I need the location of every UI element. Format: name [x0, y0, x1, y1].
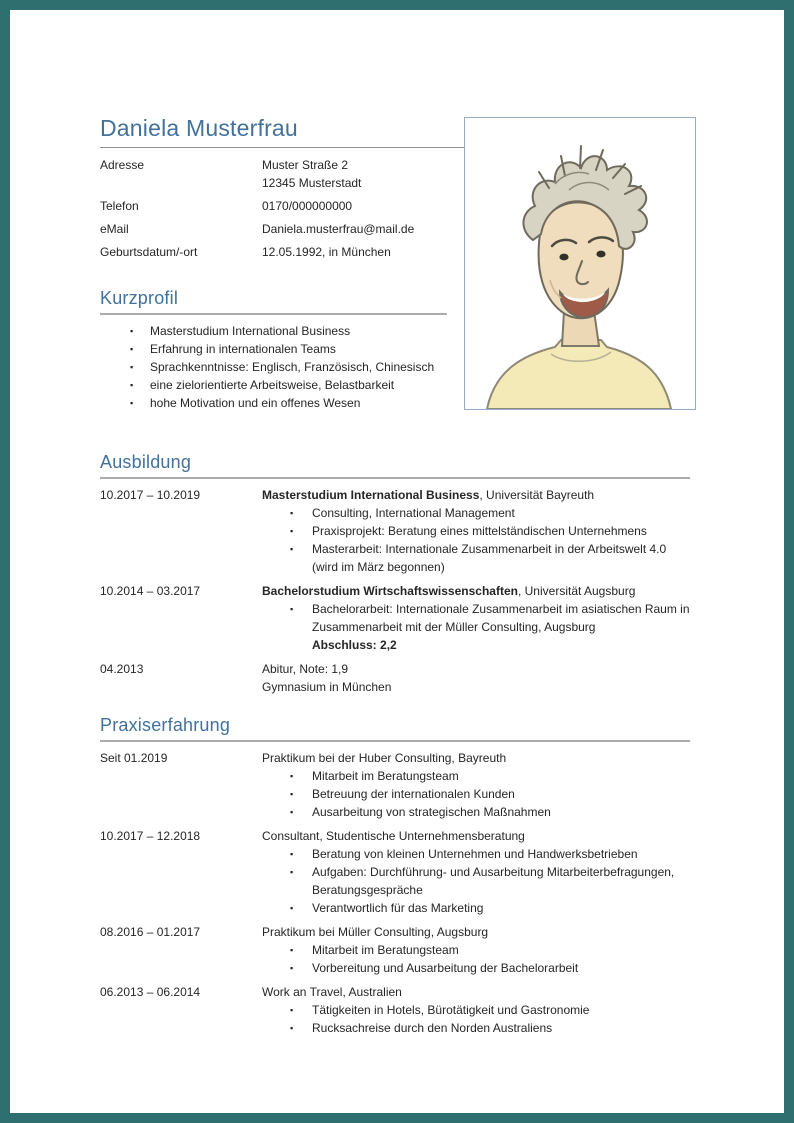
entry-title: Consultant, Studentische Unternehmensberatung	[262, 829, 525, 843]
entry-bullet: ▪ Tätigkeiten in Hotels, Bürotätigkeit und Gastronomie	[290, 1003, 590, 1017]
experience-entry	[100, 749, 690, 821]
email-value: Daniela.musterfrau@mail.de	[262, 222, 415, 236]
entry-bullet: ▪ Mitarbeit im Beratungsteam	[290, 769, 459, 783]
bullet-icon: ▪	[290, 604, 294, 614]
bullet-icon: ▪	[130, 344, 134, 354]
entry-bullet: ▪ Betreuung der internationalen Kunden	[290, 787, 515, 801]
entry-period: 04.2013	[100, 662, 144, 676]
bullet-icon: ▪	[130, 380, 134, 390]
section-heading-ausbildung: Ausbildung	[100, 452, 192, 472]
entry-bullet: ▪ Vorbereitung und Ausarbeitung der Bachelorarbeit	[290, 961, 579, 975]
entry-bullet: ▪ Praxisprojekt: Beratung eines mittelständischen Unternehmens	[290, 524, 647, 538]
entry-period: 10.2014 – 03.2017	[100, 584, 201, 598]
bullet-icon: ▪	[290, 544, 294, 554]
entry-bullets	[262, 941, 690, 977]
entry-period: 10.2017 – 12.2018	[100, 829, 201, 843]
portrait-sketch-image	[465, 118, 695, 409]
contact-label: eMail	[100, 222, 129, 236]
section-heading-kurzprofil: Kurzprofil	[100, 288, 179, 308]
entry-bullet: ▪ Verantwortlich für das Marketing	[290, 901, 484, 915]
entry-title: Praktikum bei Müller Consulting, Augsburg	[262, 925, 489, 939]
section-divider	[100, 313, 447, 315]
entry-details	[262, 983, 690, 1037]
bullet-icon: ▪	[290, 1023, 294, 1033]
entry-title: Praktikum bei der Huber Consulting, Bayreuth	[262, 751, 507, 765]
phone-value: 0170/000000000	[262, 199, 353, 213]
entry-bullets	[262, 845, 690, 917]
bullet-icon: ▪	[290, 526, 294, 536]
bullet-icon: ▪	[290, 945, 294, 955]
entry-bullet: ▪ Bachelorarbeit: Internationale Zusammenarbeit im asiatischen Raum in Zusammenarbeit mit der Müller Consulting, Augsburg	[290, 602, 690, 634]
profile-bullet: ▪ eine zielorientierte Arbeitsweise, Belastbarkeit	[130, 378, 395, 392]
profile-bullet: ▪ Sprachkenntnisse: Englisch, Französisch, Chinesisch	[130, 360, 435, 374]
cv-page	[10, 10, 784, 1113]
contact-label: Telefon	[100, 199, 139, 213]
entry-details	[262, 660, 690, 696]
entry-title: Work an Travel, Australien	[262, 985, 402, 999]
profile-bullet: ▪ Masterstudium International Business	[130, 324, 351, 338]
entry-period: 06.2013 – 06.2014	[100, 985, 201, 999]
contact-label: Geburtsdatum/-ort	[100, 245, 198, 259]
section-heading-praxiserfahrung: Praxiserfahrung	[100, 715, 231, 735]
entry-details	[262, 923, 690, 977]
entry-bullet: ▪ Mitarbeit im Beratungsteam	[290, 943, 459, 957]
entry-bullets	[262, 504, 690, 576]
entry-title: Abitur, Note: 1,9	[262, 662, 349, 676]
bullet-icon: ▪	[130, 398, 134, 408]
bullet-icon: ▪	[290, 903, 294, 913]
bullet-icon: ▪	[290, 849, 294, 859]
address-line-2: 12345 Musterstadt	[262, 176, 362, 190]
entry-title: Masterstudium International Business, Universität Bayreuth	[262, 488, 595, 502]
entry-bullets	[262, 1001, 690, 1037]
entry-period: Seit 01.2019	[100, 751, 168, 765]
profile-bullet: ▪ Erfahrung in internationalen Teams	[130, 342, 336, 356]
section-divider	[100, 740, 690, 742]
bullet-icon: ▪	[290, 1005, 294, 1015]
entry-period: 08.2016 – 01.2017	[100, 925, 201, 939]
entry-details	[262, 749, 690, 821]
entry-bullet: ▪ Consulting, International Management	[290, 506, 515, 520]
bullet-icon: ▪	[290, 789, 294, 799]
experience-entry	[100, 923, 690, 977]
contact-label: Adresse	[100, 158, 145, 172]
section-divider	[100, 477, 690, 479]
bullet-icon: ▪	[130, 362, 134, 372]
experience-entry	[100, 983, 690, 1037]
bullet-icon: ▪	[290, 867, 294, 877]
entry-bullet: ▪ Beratung von kleinen Unternehmen und Handwerksbetrieben	[290, 847, 638, 861]
education-entries	[100, 486, 690, 696]
person-name: Daniela Musterfrau	[100, 115, 298, 141]
entry-bullets	[262, 600, 690, 636]
entry-grade-note: Abschluss: 2,2	[312, 638, 397, 652]
entry-bullet: ▪ Rucksachreise durch den Norden Australiens	[290, 1021, 553, 1035]
entry-bullet: ▪ Ausarbeitung von strategischen Maßnahmen	[290, 805, 551, 819]
entry-title: Bachelorstudium Wirtschaftswissenschaften, Universität Augsburg	[262, 584, 636, 598]
bullet-icon: ▪	[130, 326, 134, 336]
profile-photo-frame	[464, 117, 696, 410]
entry-details	[262, 582, 690, 654]
entry-details	[262, 486, 690, 576]
entry-bullet: ▪ Aufgaben: Durchführung- und Ausarbeitung Mitarbeiterbefragungen, Beratungsgespräche	[290, 865, 675, 897]
entry-details	[262, 827, 690, 917]
entry-bullets	[262, 767, 690, 821]
bullet-icon: ▪	[290, 963, 294, 973]
birthdate-value: 12.05.1992, in München	[262, 245, 391, 259]
address-line-1: Muster Straße 2	[262, 158, 349, 172]
experience-entry	[100, 827, 690, 917]
education-entry	[100, 582, 690, 654]
bullet-icon: ▪	[290, 771, 294, 781]
education-entry	[100, 486, 690, 576]
profile-bullet: ▪ hohe Motivation und ein offenes Wesen	[130, 396, 361, 410]
entry-subtitle: Gymnasium in München	[262, 680, 392, 694]
entry-period: 10.2017 – 10.2019	[100, 488, 201, 502]
bullet-icon: ▪	[290, 508, 294, 518]
entry-bullet: ▪ Masterarbeit: Internationale Zusammenarbeit in der Arbeitswelt 4.0 (wird im März begonnen)	[290, 542, 667, 574]
bullet-icon: ▪	[290, 807, 294, 817]
education-entry	[100, 660, 690, 696]
experience-entries	[100, 749, 690, 1037]
